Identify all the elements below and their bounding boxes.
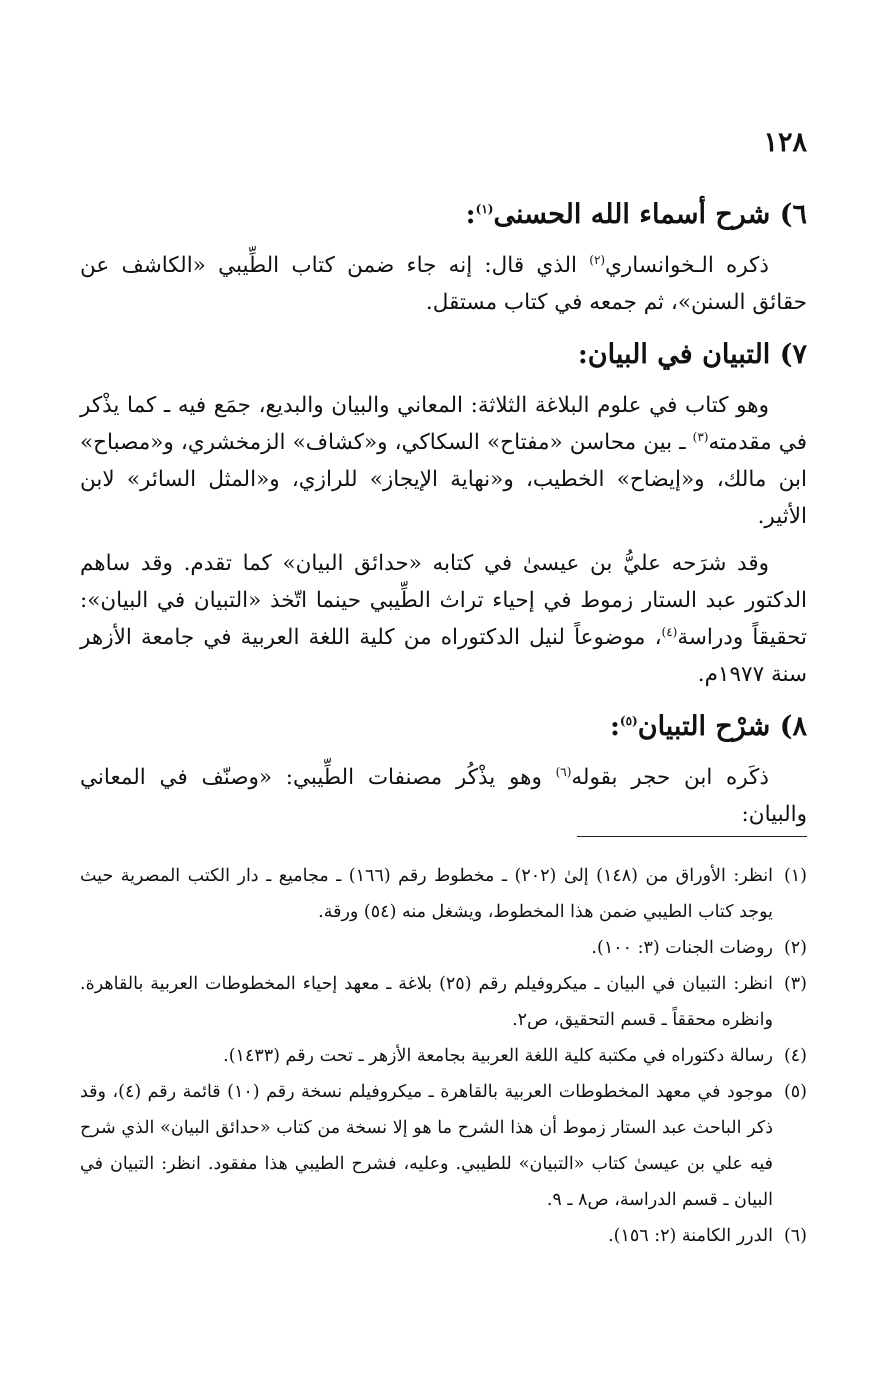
footnotes [80,858,807,1254]
footnote-text: انظر: الأوراق من (١٤٨) إلىٰ (٢٠٢) ـ مخطوط رقم (١٦٦) ـ مجاميع ـ دار الكتب المصرية حيث يوجد كتاب الطيبي ضمن هذا المخطوط، ويشغل منه (٥٤) ورقة. [80,866,774,922]
heading-text: ٨) شرْح التبيان [637,711,807,742]
section-heading-8 [80,707,807,747]
paragraph [80,387,807,535]
footnote-ref: (٢) [589,252,606,267]
footnote-ref: (٣) [692,429,709,444]
footnote-text: روضات الجنات (٣: ١٠٠). [591,938,773,958]
paragraph-text: وهو يذْكُر مصنفات الطِّيبي: «وصنّف في المعاني والبيان: [80,765,807,827]
footnote [80,1218,807,1254]
heading-colon: : [609,711,620,742]
paragraph-text: الذي قال: إنه جاء ضمن كتاب الطِّيبي «الكاشف عن حقائق السنن»، ثم جمعه في كتاب مستقل. [80,253,807,315]
paragraph-text: ذكره الـخوانساري [605,253,769,278]
footnote-text: رسالة دكتوراه في مكتبة كلية اللغة العربية بجامعة الأزهر ـ تحت رقم (١٤٣٣). [223,1046,773,1066]
footnote [80,1038,807,1074]
footnote-text: انظر: التبيان في البيان ـ ميكروفيلم رقم (٢٥) بلاغة ـ معهد إحياء المخطوطات العربية بالقاهرة. وانظره محققاً ـ قسم التحقيق، ص٢. [80,974,774,1030]
section-heading-7: ٧) التبيان في البيان: [577,339,807,370]
paragraph [80,247,807,321]
paragraph-text: ذكَره ابن حجر بقوله [571,765,769,790]
footnote-number: (٦) [783,1226,807,1246]
paragraph-text: ، موضوعاً لنيل الدكتوراه من كلية اللغة العربية في جامعة الأزهر سنة ١٩٧٧م. [80,625,807,687]
footnote [80,966,807,1038]
footnote-text: موجود في معهد المخطوطات العربية بالقاهرة ـ ميكروفيلم نسخة رقم (١٠) قائمة رقم (٤)، وقد ذكر الباحث عبد الستار زموط أن هذا الشرح ما هو إلا نسخة من كتاب «حدائق البيان» الذي شرح فيه علي بن عيسىٰ كتاب «التبيان» للطيبي. وعليه، فشرح الطيبي هذا مفقود. انظر: التبيان في البيان ـ قسم الدراسة، ص٨ ـ ٩. [80,1082,774,1210]
footnote [80,858,807,930]
heading-colon: : [465,199,476,230]
footnote-number: (٥) [783,1082,807,1102]
paragraph [80,759,807,833]
footnote-divider [577,836,807,837]
footnote-number: (٢) [783,938,807,958]
footnote-ref: (٥) [619,714,638,728]
section-heading-6 [80,195,807,235]
heading-text: ٦) شرح أسماء الله الحسنى [493,199,807,230]
footnote-ref: (٦) [555,764,572,779]
paragraph-text: وهو كتاب في علوم البلاغة الثلاثة: المعاني والبيان والبديع، جمَع فيه ـ كما يذْكر في مقدمته [80,393,807,455]
paragraph-text: ـ بين محاسن «مفتاح» السكاكي، و«كشاف» الزمخشري، و«مصباح» ابن مالك، و«إيضاح» الخطيب، و«نهاية الإيجاز» للرازي، و«المثل السائر» لابن الأثير. [80,430,807,529]
paragraph-text: وقد شرَحه عليُّ بن عيسىٰ في كتابه «حدائق البيان» كما تقدم. وقد ساهم الدكتور عبد الستار زموط في إحياء تراث الطِّيبي حينما اتّخذ «التبيان في البيان»: تحقيقاً ودراسة [80,551,807,650]
footnote-number: (١) [783,866,807,886]
footnote-number: (٣) [783,974,807,994]
footnote [80,1074,807,1218]
footnote-ref: (١) [475,202,494,216]
paragraph [80,545,807,693]
footnote-number: (٤) [783,1046,807,1066]
footnote-ref: (٤) [661,624,678,639]
footnote [80,930,807,966]
footnote-text: الدرر الكامنة (٢: ١٥٦). [608,1226,773,1246]
main-text [80,195,807,843]
page-number: ١٢٨ [763,127,807,158]
